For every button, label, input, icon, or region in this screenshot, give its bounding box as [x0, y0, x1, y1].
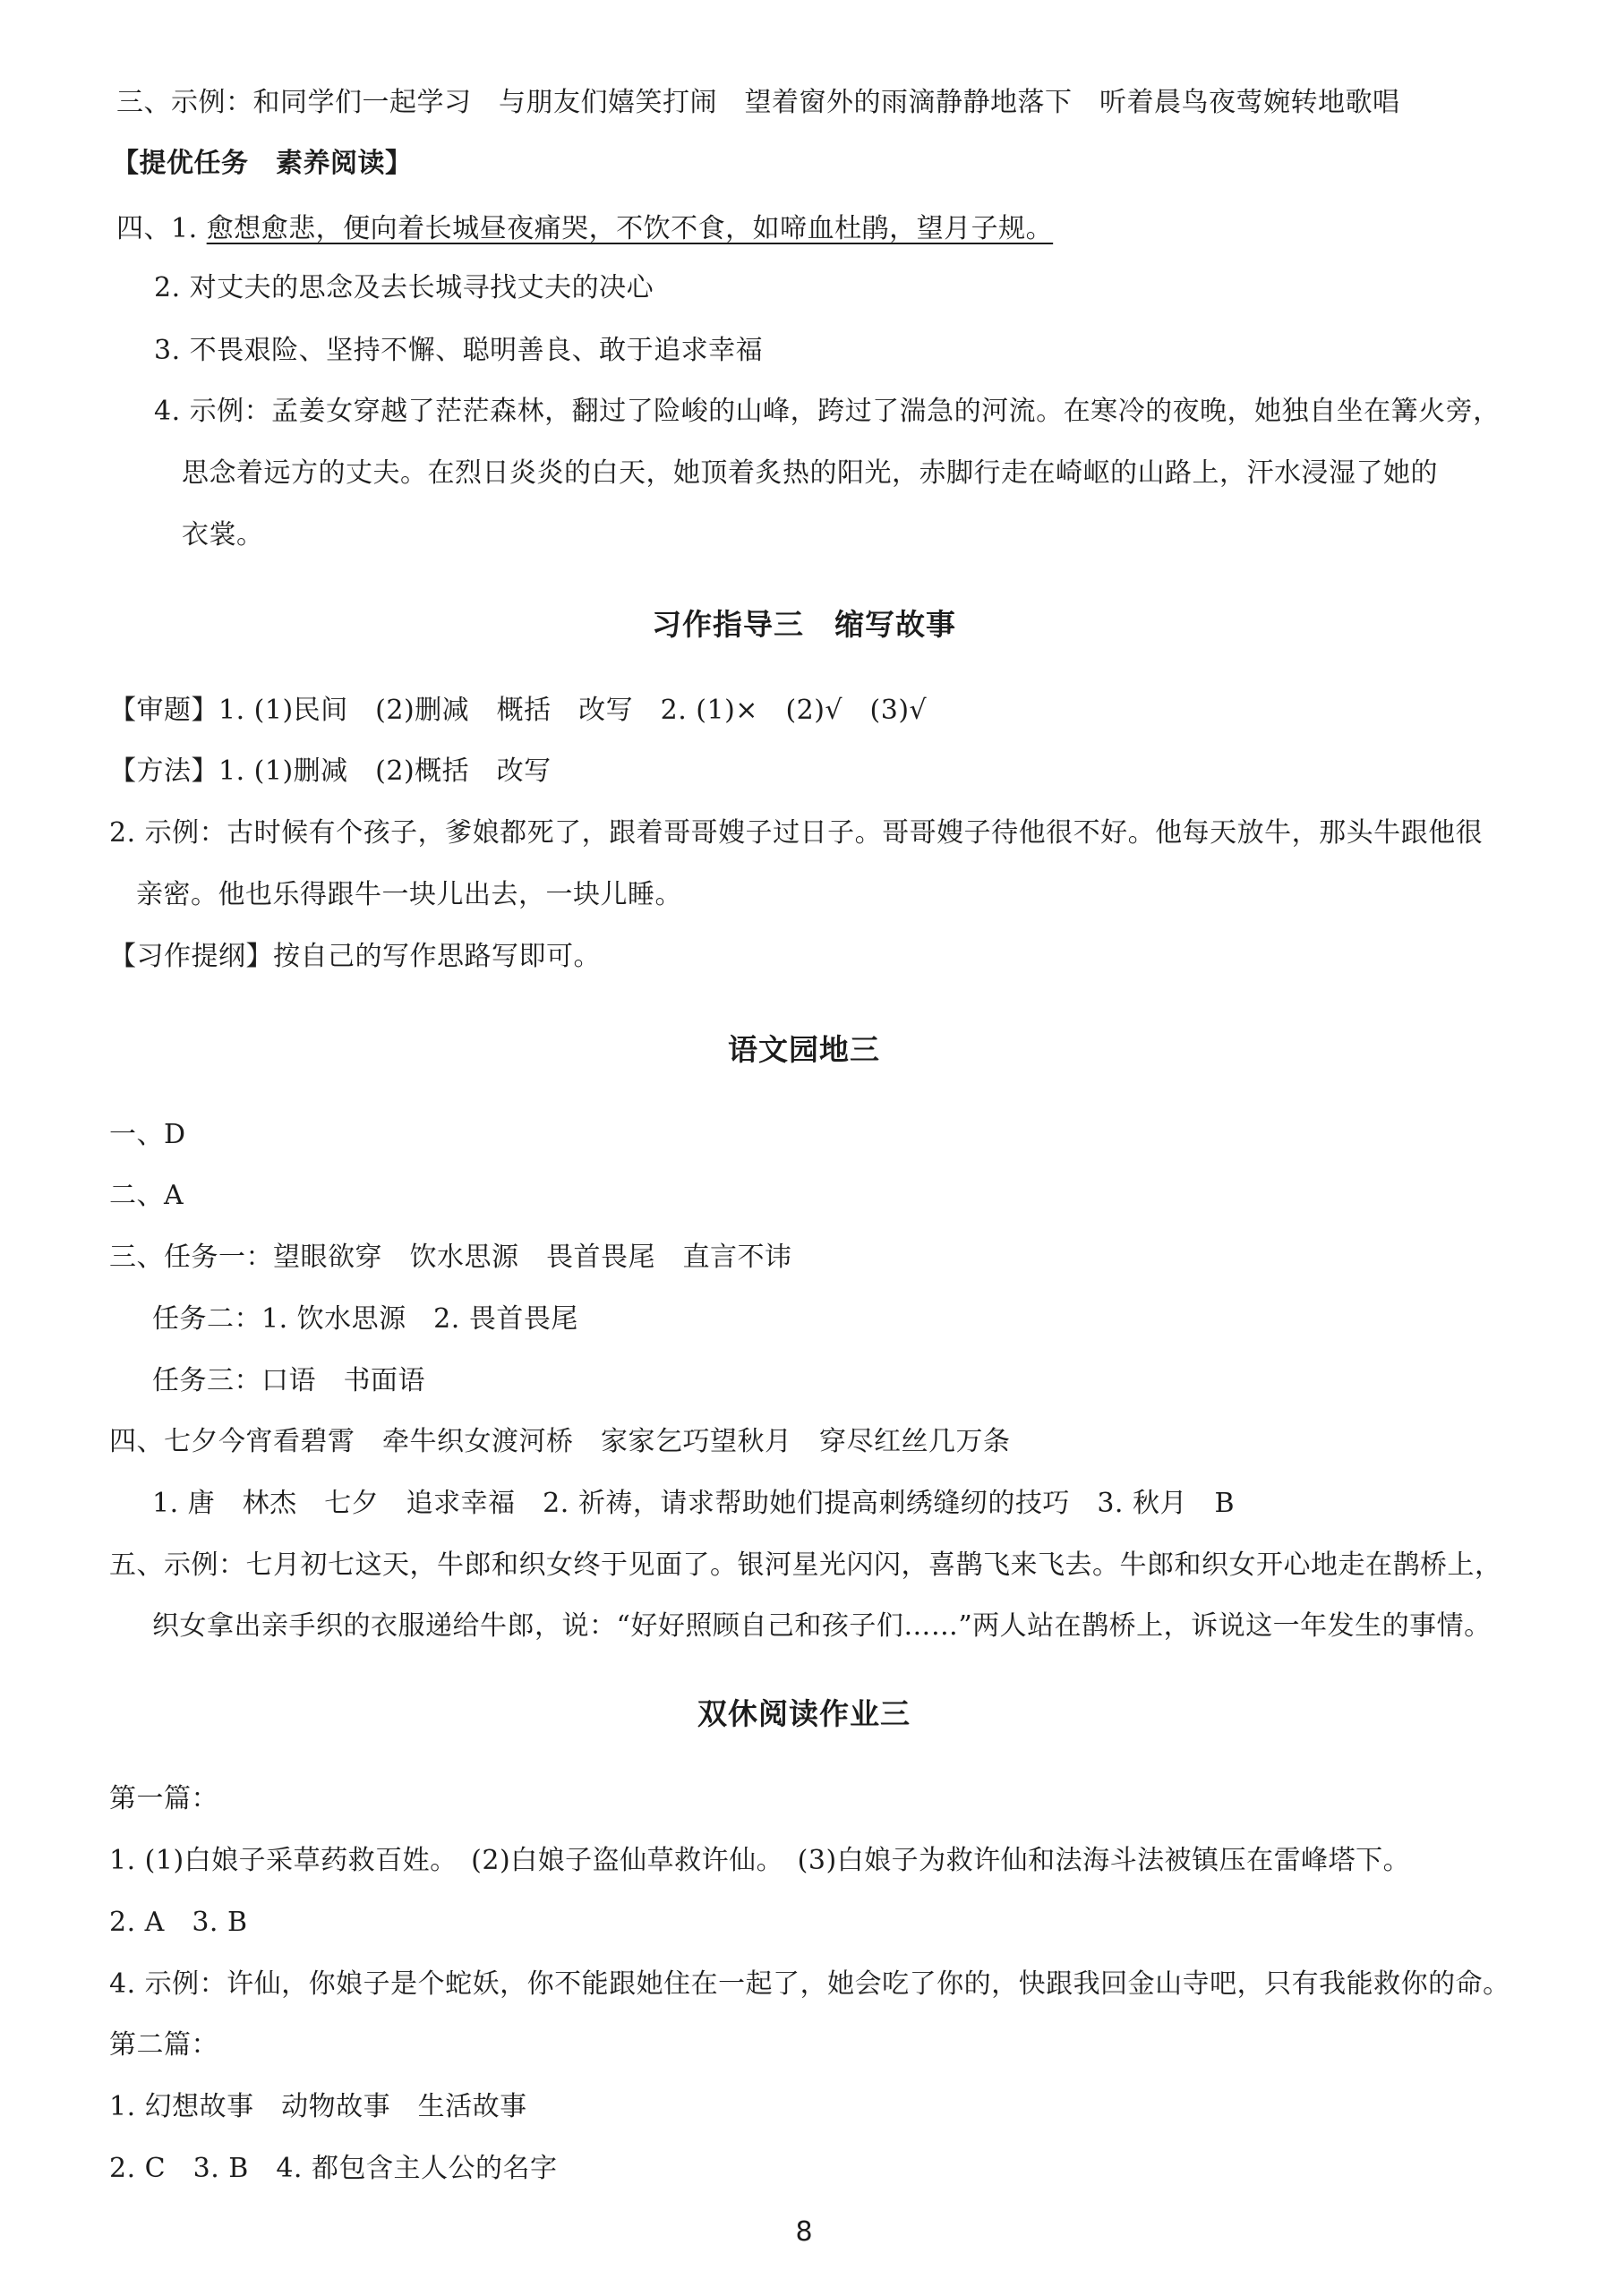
- shenti-line: 【审题】1. (1)民间 (2)删减 概括 改写 2. (1)× (2)√ (3)√: [109, 695, 928, 726]
- q4-item3: 3. 不畏艰险、坚持不懈、聪明善良、敢于追求幸福: [154, 335, 764, 366]
- writing-example-line2: 亲密。他也乐得跟牛一块儿出去，一块儿睡。: [136, 879, 682, 910]
- q4-item4-line3: 衣裳。: [182, 519, 264, 551]
- garden-q3-task2: 任务二：1. 饮水思源 2. 畏首畏尾: [152, 1303, 578, 1335]
- writing-outline-line: 【习作提纲】按自己的写作思路写即可。: [109, 941, 601, 972]
- garden-q3-task1: 三、任务一：望眼欲穿 饮水思源 畏首畏尾 直言不讳: [109, 1242, 792, 1273]
- part1-q1: 1. (1)白娘子采草药救百姓。 (2)白娘子盗仙草救许仙。 (3)白娘子为救许仙和法海斗法被镇压在雷峰塔下。: [109, 1845, 1411, 1876]
- page-number: 8: [795, 2216, 813, 2248]
- q4-item1: [116, 211, 1053, 247]
- part1-label: 第一篇：: [109, 1783, 218, 1814]
- garden-q2: 二、A: [109, 1180, 184, 1211]
- fangfa-line: 【方法】1. (1)删减 (2)概括 改写: [109, 755, 552, 787]
- yuwen-garden-title: 语文园地三: [728, 1032, 880, 1067]
- section3-example-line: 三、示例：和同学们一起学习 与朋友们嬉笑打闹 望着窗外的雨滴静静地落下 听着晨鸟夜莺婉转地歌唱: [116, 87, 1400, 118]
- weekend-reading-title: 双休阅读作业三: [697, 1696, 911, 1731]
- garden-q4-answers: 1. 唐 林杰 七夕 追求幸福 2. 祈祷，请求帮助她们提高刺绣缝纫的技巧 3. 秋月 B: [152, 1488, 1236, 1519]
- part2-q1: 1. 幻想故事 动物故事 生活故事: [109, 2091, 527, 2122]
- writing-guide-title: 习作指导三 缩写故事: [652, 607, 956, 642]
- q4-item4-line2: 思念着远方的丈夫。在烈日炎炎的白天，她顶着炙热的阳光，赤脚行走在崎岖的山路上，汗水浸湿了她的: [182, 457, 1438, 489]
- garden-q5-line2: 织女拿出亲手织的衣服递给牛郎，说：“好好照顾自己和孩子们……”两人站在鹊桥上，诉说这一年发生的事情。: [152, 1610, 1492, 1642]
- q4-item2: 2. 对丈夫的思念及去长城寻找丈夫的决心: [154, 272, 654, 303]
- q4-prefix: 四、1.: [116, 213, 207, 244]
- task-header: 【提优任务 素养阅读】: [112, 148, 413, 179]
- part2-label: 第二篇：: [109, 2029, 218, 2061]
- writing-example-line1: 2. 示例：古时候有个孩子，爹娘都死了，跟着哥哥嫂子过日子。哥哥嫂子待他很不好。他每天放牛，那头牛跟他很: [109, 817, 1484, 849]
- q4-underlined-answer: 愈想愈悲，便向着长城昼夜痛哭，不饮不食，如啼血杜鹃，望月子规。: [206, 213, 1054, 244]
- garden-q3-task3: 任务三：口语 书面语: [152, 1365, 425, 1396]
- garden-q1: 一、D: [109, 1119, 186, 1150]
- part2-q2: 2. C 3. B 4. 都包含主人公的名字: [109, 2153, 558, 2184]
- part1-q2: 2. A 3. B: [109, 1907, 248, 1938]
- garden-q5-line1: 五、示例：七月初七这天，牛郎和织女终于见面了。银河星光闪闪，喜鹊飞来飞去。牛郎和织女开心地走在鹊桥上，: [109, 1549, 1502, 1581]
- q4-item4-line1: 4. 示例：孟姜女穿越了茫茫森林，翻过了险峻的山峰，跨过了湍急的河流。在寒冷的夜晚，她独自坐在篝火旁，: [154, 396, 1501, 427]
- part1-q4: 4. 示例：许仙，你娘子是个蛇妖，你不能跟她住在一起了，她会吃了你的，快跟我回金山寺吧，只有我能救你的命。: [109, 1968, 1510, 2000]
- garden-q4-poem: 四、七夕今宵看碧霄 牵牛织女渡河桥 家家乞巧望秋月 穿尽红丝几万条: [109, 1426, 1011, 1457]
